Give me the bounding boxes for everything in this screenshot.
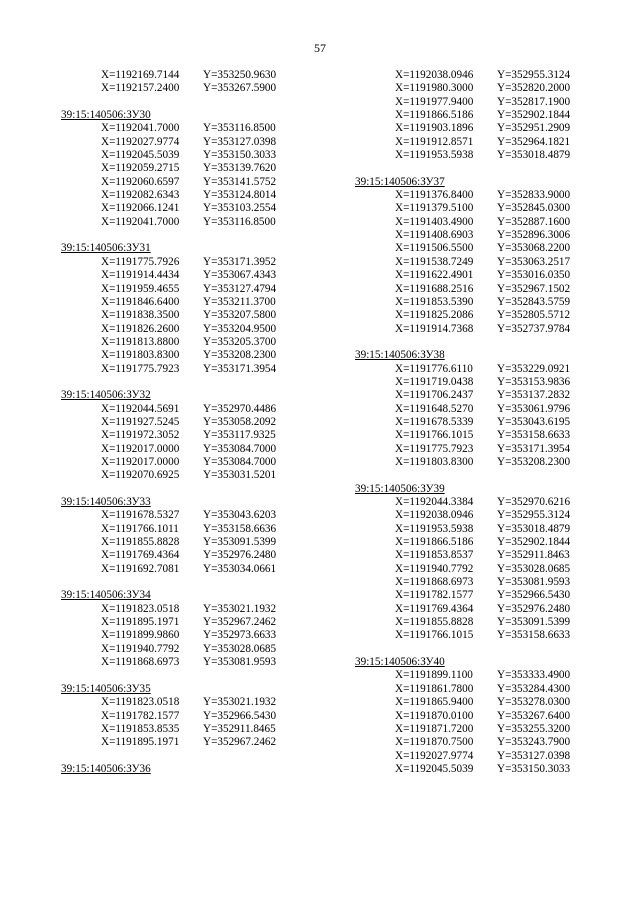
y-coordinate: Y=353278.0300 [497, 696, 571, 709]
x-coordinate: X=1191903.1896 [395, 122, 474, 135]
y-coordinate: Y=353255.3200 [497, 722, 571, 735]
section-title: 39:15:140506:ЗУ32 [61, 389, 151, 402]
x-coordinate: X=1191868.6973 [395, 576, 474, 589]
section-title: 39:15:140506:ЗУ38 [355, 349, 445, 362]
x-coordinate: X=1191846.6400 [101, 295, 180, 308]
coordinate-row [61, 202, 341, 215]
coordinate-row [355, 136, 635, 149]
coordinate-row [355, 549, 635, 562]
x-coordinate: X=1191782.1577 [395, 589, 474, 602]
coordinate-row [355, 309, 635, 322]
coordinate-row [61, 696, 341, 709]
x-coordinate: X=1191861.7800 [395, 682, 474, 695]
coordinate-row [355, 750, 635, 763]
coordinate-row [61, 549, 341, 562]
coordinate-row [61, 136, 341, 149]
coordinate-row [355, 456, 635, 469]
x-coordinate: X=1191899.1100 [395, 669, 473, 682]
x-coordinate: X=1191914.4434 [101, 269, 180, 282]
x-coordinate: X=1192059.2715 [101, 162, 180, 175]
y-coordinate: Y=353043.6203 [203, 509, 277, 522]
section-title: 39:15:140506:ЗУ34 [61, 589, 151, 602]
x-coordinate: X=1191506.5500 [395, 242, 474, 255]
y-coordinate: Y=353021.1932 [203, 696, 277, 709]
x-coordinate: X=1191769.4364 [395, 602, 474, 615]
x-coordinate: X=1191865.9400 [395, 696, 474, 709]
coordinate-row [61, 269, 341, 282]
y-coordinate: Y=352976.2480 [203, 549, 277, 562]
x-coordinate: X=1191927.5245 [101, 415, 180, 428]
x-coordinate: X=1191853.5390 [395, 295, 474, 308]
x-coordinate: X=1191766.1011 [101, 522, 179, 535]
right-column [355, 69, 635, 776]
coordinate-row [355, 723, 635, 736]
x-coordinate: X=1191706.2437 [395, 389, 474, 402]
coordinate-row [61, 82, 341, 95]
y-coordinate: Y=353091.5399 [203, 536, 277, 549]
x-coordinate: X=1191692.7081 [101, 562, 180, 575]
y-coordinate: Y=352964.1821 [497, 135, 571, 148]
x-coordinate: X=1191688.2516 [395, 282, 474, 295]
coordinate-row [355, 710, 635, 723]
coordinate-row [61, 149, 341, 162]
x-coordinate: X=1191868.6973 [101, 656, 180, 669]
y-coordinate: Y=353116.8500 [203, 215, 276, 228]
coordinate-row [355, 496, 635, 509]
x-coordinate: X=1191855.8828 [395, 616, 474, 629]
coordinate-row [355, 202, 635, 215]
x-coordinate: X=1191972.3052 [101, 429, 180, 442]
coordinate-row [61, 349, 341, 362]
y-coordinate: Y=353208.2300 [497, 455, 571, 468]
coordinate-row [61, 416, 341, 429]
x-coordinate: X=1191769.4364 [101, 549, 180, 562]
x-coordinate: X=1191838.3500 [101, 309, 180, 322]
coordinate-row [61, 523, 341, 536]
x-coordinate: X=1191775.7923 [395, 442, 474, 455]
x-coordinate: X=1191895.1971 [101, 616, 180, 629]
x-coordinate: X=1191408.6903 [395, 229, 474, 242]
y-coordinate: Y=353141.5752 [203, 175, 277, 188]
coordinate-row [61, 189, 341, 202]
x-coordinate: X=1191775.7926 [101, 255, 180, 268]
coordinate-row [355, 616, 635, 629]
x-coordinate: X=1191648.5270 [395, 402, 474, 415]
coordinate-row [355, 509, 635, 522]
y-coordinate: Y=352966.5430 [203, 709, 277, 722]
x-coordinate: X=1192017.0000 [101, 455, 180, 468]
section-title: 39:15:140506:ЗУ39 [355, 482, 445, 495]
y-coordinate: Y=352970.4486 [203, 402, 277, 415]
y-coordinate: Y=352973.6633 [203, 629, 277, 642]
section-title: 39:15:140506:ЗУ30 [61, 109, 151, 122]
y-coordinate: Y=353127.0398 [203, 135, 277, 148]
x-coordinate: X=1191766.1015 [395, 629, 474, 642]
x-coordinate: X=1191899.9860 [101, 629, 180, 642]
coordinate-row [61, 162, 341, 175]
x-coordinate: X=1191912.8571 [395, 135, 474, 148]
coordinate-row [61, 643, 341, 656]
x-coordinate: X=1191866.5186 [395, 109, 474, 122]
y-coordinate: Y=353208.2300 [203, 349, 277, 362]
y-coordinate: Y=353028.0685 [203, 642, 277, 655]
coordinate-row [61, 216, 341, 229]
y-coordinate: Y=353034.0661 [203, 562, 277, 575]
coordinate-section [355, 176, 635, 336]
y-coordinate: Y=353081.9593 [203, 656, 277, 669]
y-coordinate: Y=352911.8463 [497, 549, 570, 562]
section-title: 39:15:140506:ЗУ31 [61, 242, 151, 255]
y-coordinate: Y=352843.5759 [497, 295, 571, 308]
coordinate-row [61, 122, 341, 135]
x-coordinate: X=1192157.2400 [101, 82, 180, 95]
coordinate-row [61, 323, 341, 336]
y-coordinate: Y=353063.2517 [497, 255, 571, 268]
coordinate-row [61, 403, 341, 416]
coordinate-section [61, 69, 341, 96]
y-coordinate: Y=353116.8500 [203, 122, 276, 135]
x-coordinate: X=1191959.4655 [101, 282, 180, 295]
y-coordinate: Y=352887.1600 [497, 215, 571, 228]
y-coordinate: Y=353117.9325 [203, 429, 276, 442]
coordinate-row [355, 736, 635, 749]
coordinate-row [355, 96, 635, 109]
coordinate-row [61, 443, 341, 456]
coordinate-row [61, 256, 341, 269]
coordinate-row [61, 616, 341, 629]
coordinate-row [61, 603, 341, 616]
y-coordinate: Y=353018.4879 [497, 522, 571, 535]
x-coordinate: X=1191803.8300 [395, 455, 474, 468]
x-coordinate: X=1191813.8800 [101, 335, 180, 348]
y-coordinate: Y=353267.6400 [497, 709, 571, 722]
y-coordinate: Y=353171.3952 [203, 255, 277, 268]
coordinate-row [355, 629, 635, 642]
coordinate-row [61, 536, 341, 549]
coordinate-row [355, 683, 635, 696]
coordinate-section [61, 109, 341, 229]
coordinate-section [355, 349, 635, 469]
coordinate-row [355, 69, 635, 82]
y-coordinate: Y=353018.4879 [497, 149, 571, 162]
x-coordinate: X=1192041.7000 [101, 215, 180, 228]
coordinate-section [61, 389, 341, 482]
y-coordinate: Y=352833.9000 [497, 189, 571, 202]
y-coordinate: Y=353153.9836 [497, 375, 571, 388]
coordinate-row [355, 269, 635, 282]
coordinate-row [355, 563, 635, 576]
x-coordinate: X=1191782.1577 [101, 709, 180, 722]
coordinate-row [355, 536, 635, 549]
coordinate-row [355, 242, 635, 255]
y-coordinate: Y=353171.3954 [497, 442, 571, 455]
coordinate-row [355, 229, 635, 242]
y-coordinate: Y=353067.4343 [203, 269, 277, 282]
x-coordinate: X=1191719.0438 [395, 375, 474, 388]
x-coordinate: X=1191622.4901 [395, 269, 474, 282]
y-coordinate: Y=352967.1502 [497, 282, 571, 295]
section-title: 39:15:140506:ЗУ33 [61, 496, 151, 508]
y-coordinate: Y=352967.2462 [203, 736, 277, 749]
x-coordinate: X=1191895.1971 [101, 736, 180, 749]
x-coordinate: X=1191825.2086 [395, 309, 474, 322]
x-coordinate: X=1192017.0000 [101, 442, 180, 455]
x-coordinate: X=1192082.6343 [101, 189, 180, 202]
y-coordinate: Y=353333.4900 [497, 669, 571, 682]
coordinate-row [355, 389, 635, 402]
coordinate-row [61, 509, 341, 522]
section-title: 39:15:140506:ЗУ35 [61, 682, 151, 695]
y-coordinate: Y=352845.0300 [497, 202, 571, 215]
x-coordinate: X=1191870.7500 [395, 736, 474, 749]
coordinate-row [355, 416, 635, 429]
y-coordinate: Y=353058.2092 [203, 415, 277, 428]
coordinate-row [61, 296, 341, 309]
y-coordinate: Y=353150.3033 [497, 762, 571, 775]
x-coordinate: X=1192038.0946 [395, 69, 474, 81]
y-coordinate: Y=353084.7000 [203, 442, 277, 455]
coordinate-row [355, 763, 635, 776]
coordinate-row [61, 456, 341, 469]
coordinate-row [355, 696, 635, 709]
y-coordinate: Y=352737.9784 [497, 322, 571, 335]
coordinate-row [61, 283, 341, 296]
x-coordinate: X=1191914.7368 [395, 322, 474, 335]
x-coordinate: X=1191403.4900 [395, 215, 474, 228]
x-coordinate: X=1191823.0518 [101, 696, 180, 709]
coordinate-row [61, 176, 341, 189]
coordinate-row [355, 603, 635, 616]
coordinate-row [355, 323, 635, 336]
x-coordinate: X=1192060.6597 [101, 175, 180, 188]
x-coordinate: X=1192027.9774 [101, 135, 180, 148]
y-coordinate: Y=353243.7900 [497, 736, 571, 749]
x-coordinate: X=1191826.2600 [101, 322, 180, 335]
y-coordinate: Y=352805.5712 [497, 309, 571, 322]
y-coordinate: Y=353084.7000 [203, 455, 277, 468]
y-coordinate: Y=353204.9500 [203, 322, 277, 335]
y-coordinate: Y=353150.3033 [203, 149, 277, 162]
y-coordinate: Y=353158.6633 [497, 629, 571, 642]
x-coordinate: X=1191379.5100 [395, 202, 474, 215]
y-coordinate: Y=353081.9593 [497, 576, 571, 589]
coordinate-row [61, 363, 341, 376]
coordinate-row [355, 589, 635, 602]
coordinate-section [61, 496, 341, 576]
coordinate-row [355, 149, 635, 162]
y-coordinate: Y=353028.0685 [497, 562, 571, 575]
section-title: 39:15:140506:ЗУ40 [355, 656, 445, 669]
y-coordinate: Y=352820.2000 [497, 82, 571, 95]
coordinate-section [355, 69, 635, 162]
x-coordinate: X=1192045.5039 [395, 762, 474, 775]
y-coordinate: Y=353127.0398 [497, 749, 571, 762]
y-coordinate: Y=352955.3124 [497, 69, 571, 81]
coordinate-row [355, 256, 635, 269]
x-coordinate: X=1191766.1015 [395, 429, 474, 442]
coordinate-row [61, 736, 341, 749]
y-coordinate: Y=352911.8465 [203, 722, 276, 735]
coordinate-row [355, 403, 635, 416]
coordinate-row [355, 189, 635, 202]
y-coordinate: Y=353158.6636 [203, 522, 277, 535]
y-coordinate: Y=352955.3124 [497, 509, 571, 522]
coordinate-section [61, 589, 341, 669]
y-coordinate: Y=353127.4794 [203, 282, 277, 295]
y-coordinate: Y=353124.8014 [203, 189, 277, 202]
y-coordinate: Y=353068.2200 [497, 242, 571, 255]
y-coordinate: Y=352902.1844 [497, 109, 571, 122]
x-coordinate: X=1191823.0518 [101, 602, 180, 615]
coordinate-row [61, 629, 341, 642]
y-coordinate: Y=353043.6195 [497, 415, 571, 428]
section-title: 39:15:140506:ЗУ36 [61, 762, 151, 775]
y-coordinate: Y=353267.5900 [203, 82, 277, 95]
coordinate-row [355, 523, 635, 536]
x-coordinate: X=1191953.5938 [395, 522, 474, 535]
y-coordinate: Y=353103.2554 [203, 202, 277, 215]
coordinate-row [61, 710, 341, 723]
x-coordinate: X=1191871.7200 [395, 722, 474, 735]
y-coordinate: Y=353250.9630 [203, 69, 277, 81]
coordinate-row [355, 669, 635, 682]
y-coordinate: Y=352970.6216 [497, 496, 571, 508]
x-coordinate: X=1191870.0100 [395, 709, 474, 722]
coordinate-row [355, 216, 635, 229]
x-coordinate: X=1192045.5039 [101, 149, 180, 162]
x-coordinate: X=1191953.5938 [395, 149, 474, 162]
coordinate-row [355, 82, 635, 95]
coordinate-row [355, 443, 635, 456]
y-coordinate: Y=353021.1932 [203, 602, 277, 615]
y-coordinate: Y=352967.2462 [203, 616, 277, 629]
y-coordinate: Y=353171.3954 [203, 362, 277, 375]
x-coordinate: X=1192070.6925 [101, 469, 180, 482]
x-coordinate: X=1192038.0946 [395, 509, 474, 522]
x-coordinate: X=1191678.5339 [395, 415, 474, 428]
x-coordinate: X=1191376.8400 [395, 189, 474, 202]
coordinate-row [61, 723, 341, 736]
y-coordinate: Y=353139.7620 [203, 162, 277, 175]
y-coordinate: Y=353158.6633 [497, 429, 571, 442]
x-coordinate: X=1191775.7923 [101, 362, 180, 375]
coordinate-row [355, 296, 635, 309]
x-coordinate: X=1191853.8537 [395, 549, 474, 562]
coordinate-row [61, 336, 341, 349]
coordinate-row [355, 429, 635, 442]
left-column [61, 69, 341, 776]
coordinate-row [61, 656, 341, 669]
y-coordinate: Y=353031.5201 [203, 469, 277, 482]
x-coordinate: X=1192044.3384 [395, 496, 474, 508]
y-coordinate: Y=352951.2909 [497, 122, 571, 135]
coordinate-section [355, 483, 635, 643]
section-title: 39:15:140506:ЗУ37 [355, 175, 445, 188]
x-coordinate: X=1191853.8535 [101, 722, 180, 735]
x-coordinate: X=1192027.9774 [395, 749, 474, 762]
coordinate-row [61, 563, 341, 576]
x-coordinate: X=1192169.7144 [101, 69, 180, 81]
x-coordinate: X=1191678.5327 [101, 509, 180, 522]
x-coordinate: X=1191940.7792 [101, 642, 180, 655]
page-number: 57 [314, 41, 326, 55]
coordinate-row [355, 576, 635, 589]
coordinate-row [61, 429, 341, 442]
x-coordinate: X=1192066.1241 [101, 202, 180, 215]
y-coordinate: Y=353016.0350 [497, 269, 571, 282]
y-coordinate: Y=352896.3006 [497, 229, 571, 242]
x-coordinate: X=1191977.9400 [395, 95, 474, 108]
coordinate-section [61, 242, 341, 375]
x-coordinate: X=1192044.5691 [101, 402, 180, 415]
coordinate-section [355, 656, 635, 776]
y-coordinate: Y=353137.2832 [497, 389, 571, 402]
coordinate-row [355, 283, 635, 296]
y-coordinate: Y=352817.1900 [497, 95, 571, 108]
y-coordinate: Y=353284.4300 [497, 682, 571, 695]
y-coordinate: Y=352976.2480 [497, 602, 571, 615]
coordinate-section [61, 763, 341, 776]
x-coordinate: X=1191980.3000 [395, 82, 474, 95]
coordinate-row [355, 376, 635, 389]
x-coordinate: X=1191940.7792 [395, 562, 474, 575]
coordinate-row [355, 122, 635, 135]
x-coordinate: X=1191776.6110 [395, 362, 473, 375]
y-coordinate: Y=353091.5399 [497, 616, 571, 629]
y-coordinate: Y=353211.3700 [203, 295, 276, 308]
x-coordinate: X=1191538.7249 [395, 255, 474, 268]
x-coordinate: X=1191866.5186 [395, 536, 474, 549]
coordinate-row [355, 363, 635, 376]
y-coordinate: Y=353229.0921 [497, 362, 571, 375]
y-coordinate: Y=352902.1844 [497, 536, 571, 549]
y-coordinate: Y=352966.5430 [497, 589, 571, 602]
coordinate-row [61, 309, 341, 322]
x-coordinate: X=1191803.8300 [101, 349, 180, 362]
coordinate-section [61, 683, 341, 750]
y-coordinate: Y=353061.9796 [497, 402, 571, 415]
y-coordinate: Y=353207.5800 [203, 309, 277, 322]
y-coordinate: Y=353205.3700 [203, 335, 277, 348]
x-coordinate: X=1191855.8828 [101, 536, 180, 549]
x-coordinate: X=1192041.7000 [101, 122, 180, 135]
coordinate-row [61, 69, 341, 82]
coordinate-row [61, 469, 341, 482]
coordinate-row [355, 109, 635, 122]
